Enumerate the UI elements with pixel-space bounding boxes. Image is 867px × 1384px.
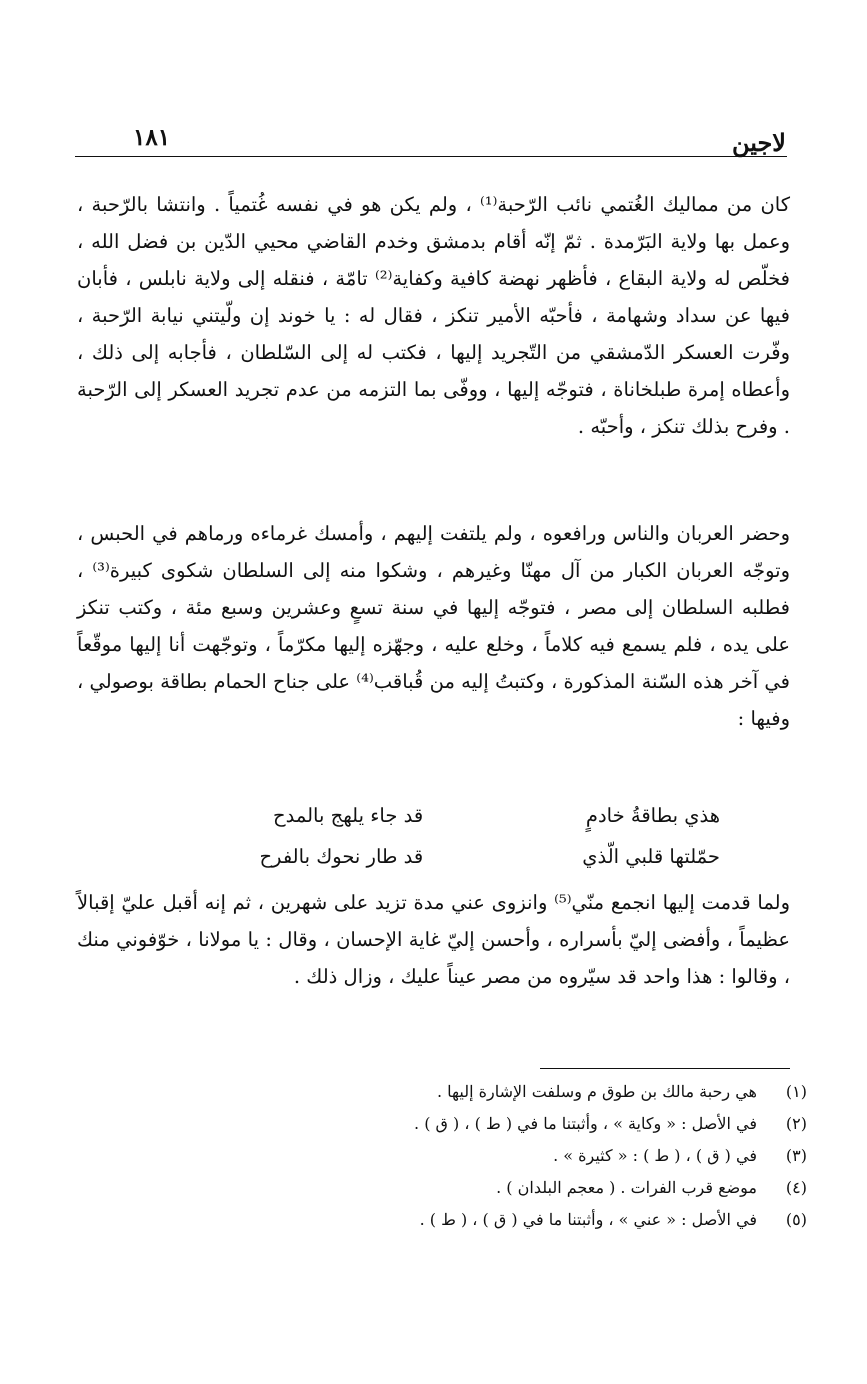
paragraph-1: كان من مماليك الغُتمي نائب الرّحبة⁽¹⁾ ، ولم يكن هو في نفسه غُتمياً . وانتشا بالرّحبة ، وعمل بها ولاية البَرّمدة . ثمّ إنّه أقام بدمشق وخدم القاضي محيي الدّين بن فضل الله ، فخلّص له ولاية البقاع ، فأظهر نهضة كافية وكفاية⁽²⁾ تامّة ، فنقله إلى ولاية نابلس ، فأبان فيها عن سداد وشهامة ، فأحبّه الأمير تنكز ، فقال له : يا خوند إن ولّيتني نيابة الرّحبة ، وفّرت العسكر الدّمشقي من التّجريد إليها ، فكتب له إلى السّلطان ، فأجابه إلى ذلك ، وأعطاه إمرة طبلخاناة ، فتوجّه إليها ، ووفّى بما التزمه من عدم تجريد العسكر إلى الرّحبة . وفرح بذلك تنكز ، وأحبّه . (77, 193, 790, 438)
footnote-number: (١) (785, 1082, 807, 1101)
verse-1-second-hemistich: قد جاء يلهج بالمدح (273, 804, 424, 827)
footnote-text: في ( ق ) ، ( ط ) : « كثيرة » . (553, 1146, 757, 1165)
footnote-2 (87, 1108, 807, 1140)
footnote-4 (87, 1172, 807, 1204)
paragraph-3: ولما قدمت إليها انجمع منّي⁽⁵⁾ وانزوى عني مدة تزيد على شهرين ، ثم إنه أقبل عليّ إقبالاً عظيماً ، وأفضى إليّ بأسراره ، وأحسن إليّ غاية الإحسان ، وقال : يا مولانا ، خوّفوني منك ، وقالوا : هذا واحد قد سيّروه من مصر عيناً عليك ، وزال ذلك . (77, 891, 790, 988)
verse-1-first-hemistich: هذي بطاقةُ خادمٍ (585, 804, 720, 827)
footnote-text: في الأصل : « عني » ، وأثبتنا ما في ( ق ) ، ( ط ) . (419, 1210, 757, 1229)
footnote-1 (87, 1076, 807, 1108)
chapter-title: لاجين (731, 128, 786, 157)
footnote-3 (87, 1140, 807, 1172)
footnote-number: (٢) (785, 1114, 807, 1133)
verse-2-second-hemistich: قد طار نحوك بالفرح (259, 845, 424, 868)
footnote-5 (87, 1204, 807, 1236)
poem-verse-1 (160, 797, 720, 834)
footnote-text: هي رحبة مالك بن طوق م وسلفت الإشارة إليها . (436, 1082, 757, 1101)
poem-verse-2 (160, 838, 720, 875)
paragraph-2: وحضر العربان والناس ورافعوه ، ولم يلتفت إليهم ، وأمسك غرماءه ورماهم في الحبس ، وتوجّه العربان الكبار من آل مهنّا وغيرهم ، وشكوا منه إلى السلطان شكوى كبيرة⁽³⁾ ، فطلبه السلطان إلى مصر ، فتوجّه إليها في سنة تسعٍ وعشرين وسبع مئة ، وكتب تنكز على يده ، فلم يسمع فيه كلاماً ، وخلع عليه ، وجهّزه إليها مكرّماً ، وتوجّهت أنا إليها موقّعاً في آخر هذه السّنة المذكورة ، وكتبتُ إليه من قُباقب⁽⁴⁾ على جناح الحمام بطاقة بوصولي ، وفيها : (77, 522, 791, 730)
footnote-number: (٤) (785, 1178, 807, 1197)
footnote-text: في الأصل : « وكاية » ، وأثبتنا ما في ( ط ) ، ( ق ) . (414, 1114, 757, 1133)
footnote-rule (540, 1068, 790, 1069)
footnotes (87, 1076, 807, 1236)
verse-2-first-hemistich: حمّلتها قلبي الّذي (582, 845, 720, 868)
header-rule (75, 156, 787, 157)
running-header (75, 122, 792, 156)
footnote-text: موضع قرب الفرات . ( معجم البلدان ) . (496, 1178, 757, 1197)
page-number: ١٨١ (133, 124, 171, 151)
footnote-number: (٣) (785, 1146, 807, 1165)
footnote-number: (٥) (785, 1210, 807, 1229)
